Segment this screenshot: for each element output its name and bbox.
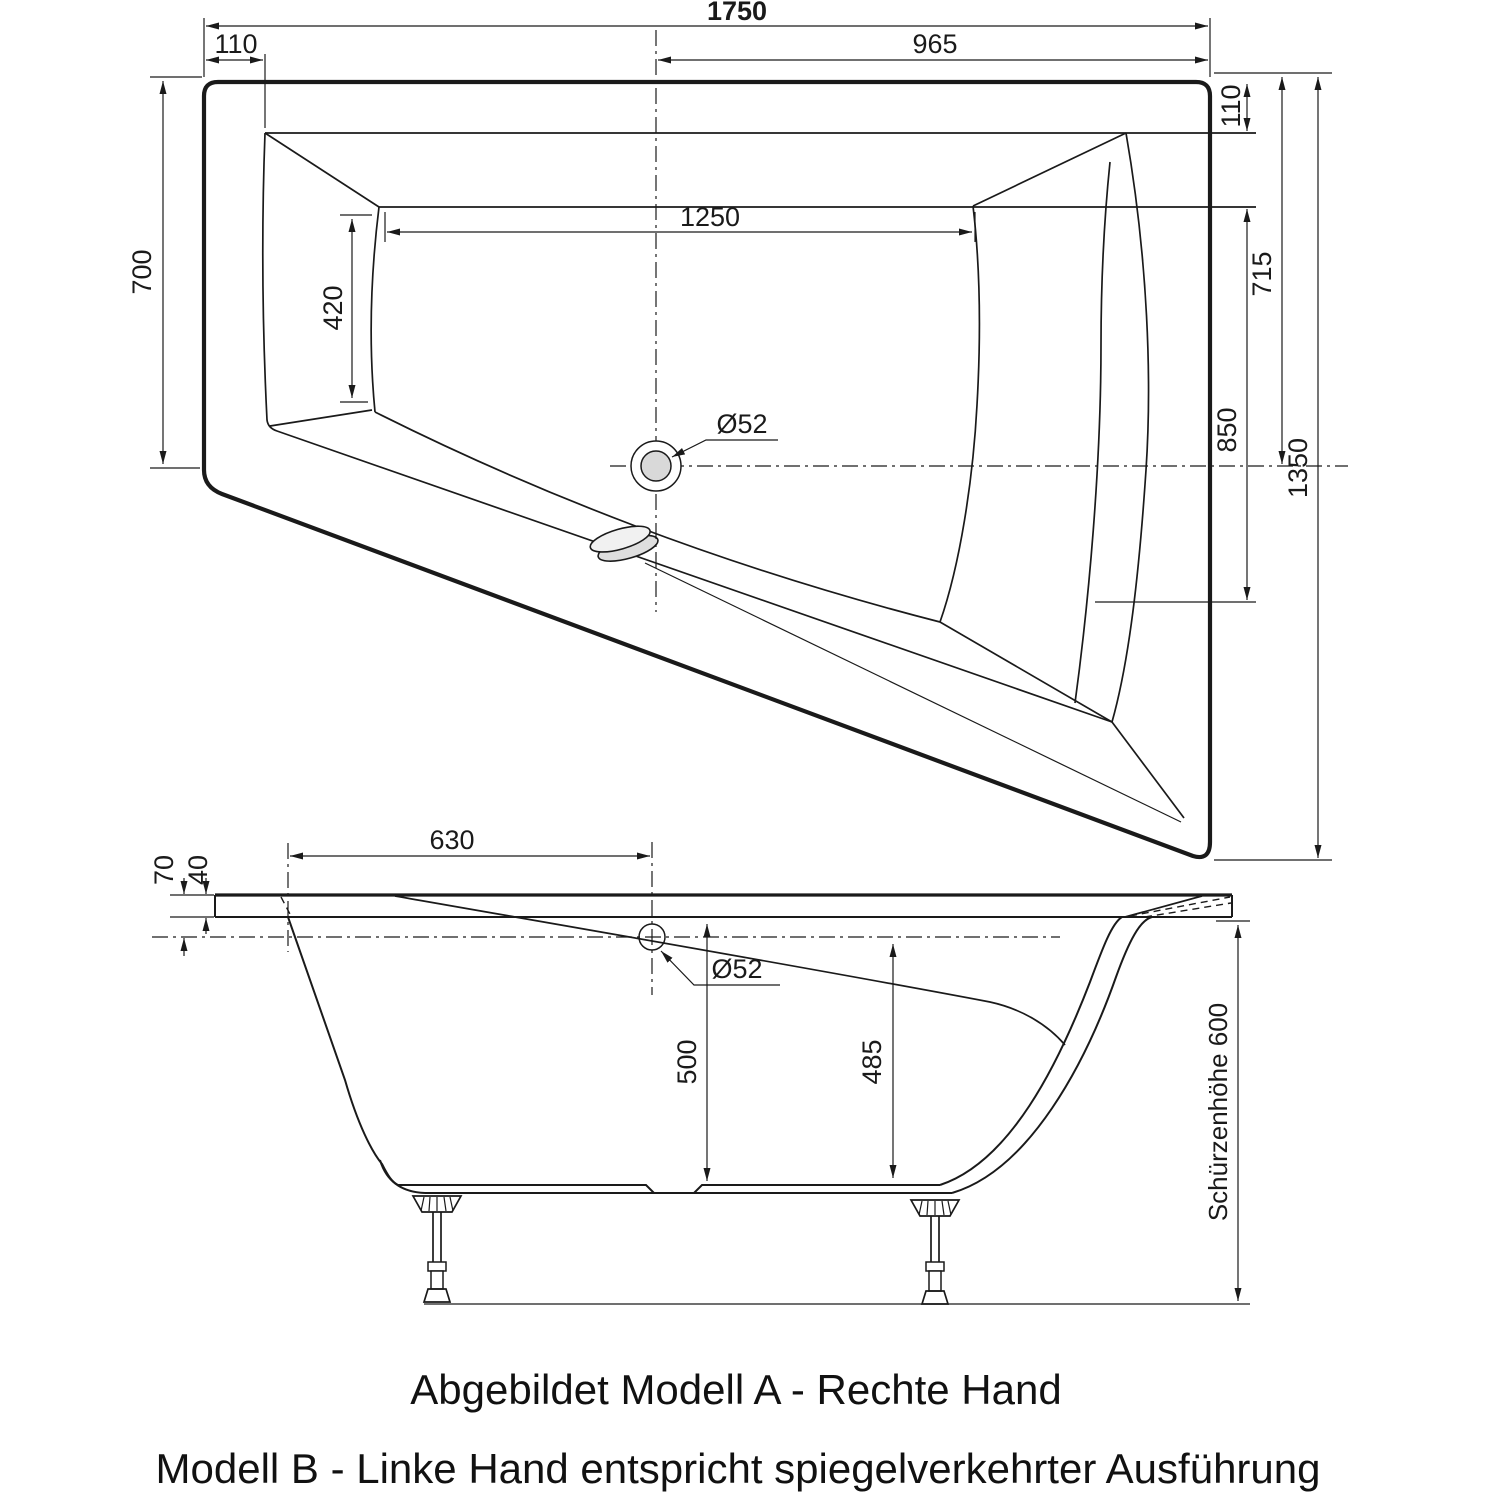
dim-center-to-right [658, 29, 1208, 60]
wall-right-inner [940, 917, 1122, 1185]
floor-right-edge [940, 206, 979, 622]
dim-label-rim-thickness: 40 [183, 854, 213, 886]
dim-apron-height [1203, 921, 1250, 1301]
dim-label-basin-length: 1250 [679, 202, 741, 232]
dim-label-overall-width: 1750 [706, 0, 768, 26]
dim-inset-left [206, 29, 265, 128]
drain-top-icon [631, 441, 681, 491]
caption-model-a: Abgebildet Modell A - Rechte Hand [410, 1366, 1062, 1413]
floor-inner [398, 1185, 940, 1193]
dim-label-rim-top-offset: 70 [149, 854, 179, 886]
top-view [127, 0, 1348, 860]
dim-label-backrest-span: 850 [1212, 407, 1242, 453]
dim-label-apron-height: Schürzenhöhe 600 [1203, 1002, 1233, 1222]
slab-right-hidden-1 [1130, 897, 1230, 916]
wall-right-outer [952, 917, 1152, 1193]
drain-callout-top [672, 409, 778, 457]
miter-top-right [973, 133, 1126, 206]
dim-label-overall-depth: 1350 [1283, 437, 1313, 499]
dim-left-side-height [127, 77, 202, 468]
dim-label-center-to-right: 965 [912, 29, 958, 59]
foot-right [911, 1200, 959, 1304]
caption-model-b: Modell B - Linke Hand entspricht spiegelverkehrter Ausführung [155, 1445, 1321, 1492]
dim-label-basin-width-left: 420 [318, 285, 348, 331]
floor-left-edge [371, 207, 379, 412]
tub-outline [204, 82, 1210, 857]
dim-label-drain-side: Ø52 [711, 954, 763, 984]
dim-top-to-center-right [1214, 73, 1332, 464]
deck-tip-line [1112, 722, 1184, 818]
dim-label-drain-top: Ø52 [716, 409, 768, 439]
dim-label-drain-offset: 630 [429, 825, 475, 855]
miter-bottom-left [270, 410, 372, 426]
dim-label-left-side-height: 700 [127, 249, 157, 295]
miter-bottom-right [940, 622, 1112, 722]
dim-label-rim-right: 110 [1216, 84, 1246, 128]
dim-label-water-depth: 485 [857, 1039, 887, 1085]
backrest-outer-curve [1112, 133, 1149, 722]
dim-label-inner-depth: 500 [672, 1039, 702, 1085]
side-view [149, 825, 1250, 1304]
dim-rim-right [1216, 84, 1247, 131]
dim-label-inset-left: 110 [214, 29, 258, 59]
dim-drain-offset [288, 825, 650, 952]
dim-basin-width-left [318, 215, 372, 402]
foot-left [413, 1196, 461, 1302]
drain-callout-side [661, 951, 780, 985]
wall-left [288, 917, 398, 1185]
dim-backrest-span [1095, 209, 1256, 602]
dim-basin-length [385, 202, 975, 242]
dim-label-top-to-center-right: 715 [1247, 251, 1277, 297]
miter-top-left [265, 133, 379, 207]
backrest-inner-curve [1075, 162, 1110, 703]
dim-overall-width [204, 0, 1210, 77]
dim-inner-depth [672, 924, 707, 1181]
captions [156, 1366, 1321, 1492]
slab-left-hidden-edge [281, 897, 291, 916]
dim-overall-depth [1214, 77, 1332, 860]
shell-left-outer [380, 1160, 425, 1193]
